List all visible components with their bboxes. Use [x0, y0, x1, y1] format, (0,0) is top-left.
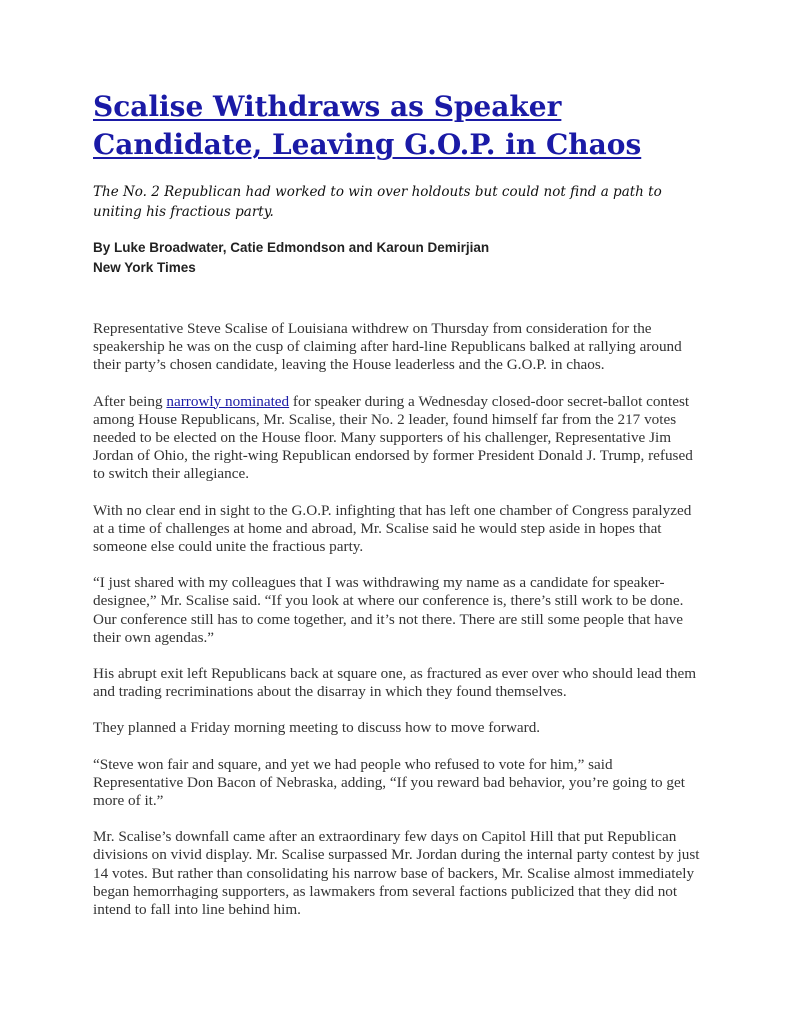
publication-name: New York Times	[93, 260, 196, 275]
paragraph: Mr. Scalise’s downfall came after an extraordinary few days on Capitol Hill that put Republican divisions on vivid display. Mr. Scalise surpassed Mr. Jordan during the internal party contest by just 14 votes. But rather than consolidating his narrow base of backers, Mr. Scalise almost immediately began hemorrhaging supporters, as lawmakers from several factions publicized that they did not intend to fall into line behind him.	[93, 828, 700, 919]
article	[93, 88, 713, 937]
byline-authors: By Luke Broadwater, Catie Edmondson and Karoun Demirjian	[93, 240, 490, 255]
paragraph-text: for speaker during a Wednesday closed-door secret-ballot contest among House Republicans, Mr. Scalise, their No. 2 leader, found himself far from the 217 votes needed to be elected on the House floor. Many supporters of his challenger, Representative Jim Jordan of Ohio, the right-wing Republican endorsed by former President Donald J. Trump, refused to switch their allegiance.	[93, 392, 693, 483]
headline-link[interactable]: Scalise Withdraws as Speaker Candidate, Leaving G.O.P. in Chaos	[93, 90, 642, 161]
paragraph: With no clear end in sight to the G.O.P. infighting that has left one chamber of Congress paralyzed at a time of challenges at home and abroad, Mr. Scalise said he would step aside in hopes that someone else could unite the fractious party.	[93, 501, 692, 556]
article-dek: The No. 2 Republican had worked to win over holdouts but could not find a path to uniting his fractious party.	[93, 184, 662, 220]
paragraph: His abrupt exit left Republicans back at square one, as fractured as ever over who should lead them and trading recriminations about the disarray in which they found themselves.	[93, 665, 697, 701]
narrowly-nominated-link[interactable]: narrowly nominated	[166, 392, 290, 410]
byline-block	[93, 238, 713, 278]
paragraph: “Steve won fair and square, and yet we had people who refused to vote for him,” said Representative Don Bacon of Nebraska, adding, “If you reward bad behavior, you’re going to get more of it.”	[93, 755, 685, 810]
article-body	[93, 320, 705, 919]
paragraph: Representative Steve Scalise of Louisiana withdrew on Thursday from consideration for the speakership he was on the cusp of claiming after hard-line Republicans balked at rallying around their party’s chosen candidate, leaving the House leaderless and the G.O.P. in chaos.	[93, 320, 682, 374]
paragraph-with-link	[93, 393, 705, 484]
paragraph: They planned a Friday morning meeting to discuss how to move forward.	[93, 719, 541, 737]
paragraph-text: After being	[93, 392, 167, 410]
paragraph: “I just shared with my colleagues that I was withdrawing my name as a candidate for speaker-designee,” Mr. Scalise said. “If you look at where our conference is, there’s still work to be done. Our conference still has to come together, and it’s not there. There are still some people that have their own agendas.”	[93, 574, 684, 646]
